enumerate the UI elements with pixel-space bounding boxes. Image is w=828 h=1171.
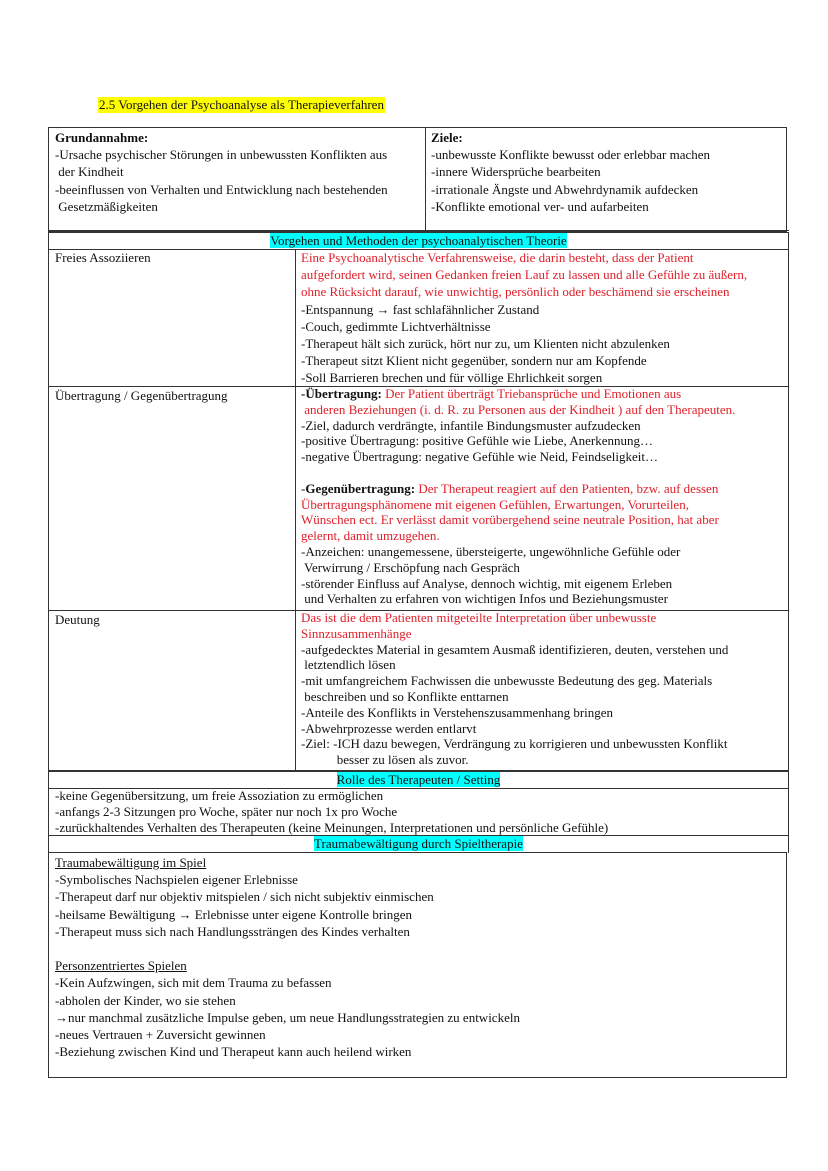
table-border-left [48,788,49,836]
line-text: -Symbolisches Nachspielen eigener Erlebnisse [55,872,298,888]
text-line [55,974,520,991]
bold-term: Ziele: [431,130,463,145]
line-text: -unbewusste Konflikte bewusst oder erlebbar machen [431,147,711,163]
line-text: -mit umfangreichem Fachwissen die unbewusste Bedeutung des geg. Materials [301,673,713,689]
text-line [301,610,728,626]
definition-text: Wünschen ect. Er verlässt damit vorübergehend seine neutrale Position, hat aber [301,512,719,528]
text-line [301,736,728,752]
line-text: -neues Vertrauen + Zuversicht gewinnen [55,1027,266,1043]
text-line [301,352,747,369]
text-line [301,512,735,528]
text-line [301,689,728,705]
text-line [301,721,728,737]
text-line [301,433,735,449]
subheading: Personzentriertes Spielen [55,958,187,974]
method-name-deutung: Deutung [55,612,100,627]
section-title: 2.5 Vorgehen der Psychoanalyse als Therapieverfahren [99,97,384,112]
text-line [301,249,747,266]
role-header-label: Rolle des Therapeuten / Setting [336,772,501,787]
line-text: -störender Einfluss auf Analyse, dennoch wichtig, mit eigenem Erleben [301,575,673,591]
text-line [431,163,710,180]
text-line [301,752,728,768]
text-line [55,804,608,820]
text-line [301,301,747,318]
row-divider [48,230,789,231]
line-text: -positive Übertragung: positive Gefühle wie Liebe, Anerkennung… [301,433,653,449]
text-line [301,673,728,689]
definition-text: anderen Beziehungen (i. d. R. zu Personen aus der Kindheit ) auf den Therapeuten. [301,401,736,417]
bold-term: Grundannahme: [55,130,149,145]
text-line [55,888,520,905]
text-line [431,129,710,146]
line-text: -irrationale Ängste und Abwehrdynamik aufdecken [431,181,699,197]
text-line [55,871,520,888]
text-line [301,266,747,283]
text-line [301,402,735,418]
role-content [50,787,613,837]
line-text: -Therapeut hält sich zurück, hört nur zu, um Klienten nicht abzulenken [301,336,670,352]
definition-text: Eine Psychoanalytische Verfahrensweise, die darin besteht, dass der Patient [301,250,694,265]
definition-text: Der Patient überträgt Triebansprüche und Emotionen aus [385,386,682,401]
bold-term: Gegenübertragung: [305,480,419,496]
table-border-right [788,788,789,836]
text-line [55,940,520,957]
text-line [55,1026,520,1043]
line-text: -Kein Aufzwingen, sich mit dem Trauma zu befassen [55,975,332,991]
line-text: -heilsame Bewältigung → Erlebnisse unter eigene Kontrolle bringen [55,906,413,922]
text-line [55,854,520,871]
line-text: der Kindheit [55,164,124,180]
text-line [301,591,735,607]
line-text: besser zu lösen als zuvor. [301,752,469,768]
text-line [301,465,735,481]
definition-text: Der Therapeut reagiert auf den Patienten, bzw. auf dessen [418,480,719,496]
table-border-left [48,249,49,771]
line-text: -keine Gegenübersitzung, um freie Assoziation zu ermöglichen [55,788,384,803]
line-text: -Anzeichen: unangemessene, übersteigerte, ungewöhnliche Gefühle oder [301,543,681,559]
line-text: - [301,480,306,496]
subheading: Traumabewältigung im Spiel [55,855,207,870]
method-desc-deutung [296,610,733,769]
text-line [55,146,388,163]
line-text: -Ziel: -ICH dazu bewegen, Verdrängung zu korrigieren und unbewussten Konflikt [301,736,728,752]
text-line [55,163,388,180]
line-text: und Verhalten zu erfahren von wichtigen Infos und Beziehungsmuster [301,591,668,607]
line-text: -innere Widersprüche bearbeiten [431,164,601,180]
text-line [55,181,388,198]
line-text: -Couch, gedimmte Lichtverhältnisse [301,318,491,334]
text-line [301,386,735,402]
play-content [50,853,525,1061]
text-line [301,449,735,465]
text-line [55,923,520,940]
text-line [301,560,735,576]
text-line [55,1043,520,1060]
line-text: -aufgedecktes Material in gesamtem Ausmaß identifizieren, deuten, verstehen und [301,641,729,657]
definition-text: ohne Rücksicht darauf, wie unwichtig, persönlich oder beschämend sie erscheinen [301,284,730,300]
text-line [301,642,728,658]
text-line [431,181,710,198]
line-text: -Ursache psychischer Störungen in unbewussten Konflikten aus [55,147,388,163]
line-text: -Soll Barrieren brechen und für völlige Ehrlichkeit sorgen [301,370,603,386]
text-line [301,283,747,300]
text-line [301,626,728,642]
definition-text: Übertragungsphänomene mit eigenen Gefühlen, Erwartungen, Vorurteilen, [301,496,689,512]
text-line [55,788,608,804]
line-text: -Anteile des Konflikts in Verstehenszusammenhang bringen [301,704,614,720]
definition-text: Das ist die dem Patienten mitgeteilte Interpretation über unbewusste [301,610,657,625]
line-text: -Entspannung → fast schlafähnlicher Zustand [301,301,540,317]
text-line [55,129,388,146]
text-line [301,369,747,386]
text-line [301,335,747,352]
line-text: -abholen der Kinder, wo sie stehen [55,992,236,1008]
line-text: -negative Übertragung: negative Gefühle wie Neid, Feindseligkeit… [301,449,659,465]
text-line [55,1009,520,1026]
text-line [55,992,520,1009]
text-line [431,198,710,215]
text-line [301,705,728,721]
line-text: letztendlich lösen [301,657,396,673]
line-text: -Therapeut darf nur objektiv mitspielen / sich nicht subjektiv einmischen [55,889,434,905]
text-line [301,481,735,497]
line-text: beschreiben und so Konflikte enttarnen [301,688,509,704]
line-text: -Konflikte emotional ver- und aufarbeiten [431,198,649,214]
text-line [301,318,747,335]
method-desc-uebertragung [296,386,740,608]
play-header [48,835,789,853]
line-text: -Therapeut sitzt Klient nicht gegenüber, sondern nur am Kopfende [301,353,647,369]
line-text: -Ziel, dadurch verdrängte, infantile Bindungsmuster aufzudecken [301,417,641,433]
text-line [301,544,735,560]
definition-text: gelernt, damit umzugehen. [301,528,440,544]
method-name-freies-assoziieren: Freies Assoziieren [55,250,151,265]
line-text: -Beziehung zwischen Kind und Therapeut kann auch heilend wirken [55,1044,412,1060]
line-text: -Therapeut muss sich nach Handlungssträngen des Kindes verhalten [55,923,410,939]
text-line [301,576,735,592]
line-text: -Abwehrprozesse werden entlarvt [301,720,477,736]
text-line [301,497,735,513]
method-desc-freies-assoziieren [296,248,752,388]
methods-header-label: Vorgehen und Methoden der psychoanalytischen Theorie [270,233,567,248]
text-line [55,198,388,215]
table-border-right [788,249,789,771]
line-text: →nur manchmal zusätzliche Impulse geben, um neue Handlungsstrategien zu entwickeln [55,1009,520,1025]
text-line [431,146,710,163]
text-line [55,906,520,923]
definition-text: aufgefordert wird, seinen Gedanken freien Lauf zu lassen und alle Gefühle zu äußern, [301,267,748,283]
method-name-uebertragung: Übertragung / Gegenübertragung [55,388,228,403]
line-text: -zurückhaltendes Verhalten des Therapeuten (keine Meinungen, Interpretationen und persönliche Gefühle) [55,820,609,835]
text-line [301,657,728,673]
bold-term: -Übertragung: [301,386,386,401]
text-line [301,418,735,434]
grundannahme-cell [50,128,393,216]
text-line [55,957,520,974]
definition-text: Sinnzusammenhänge [301,625,412,641]
line-text: -anfangs 2-3 Sitzungen pro Woche, später nur noch 1x pro Woche [55,804,398,819]
line-text: Gesetzmäßigkeiten [55,198,158,214]
line-text: -beeinflussen von Verhalten und Entwicklung nach bestehenden [55,181,388,197]
text-line [55,820,608,836]
play-header-label: Traumabewältigung durch Spieltherapie [314,836,523,851]
line-text: Verwirrung / Erschöpfung nach Gespräch [301,559,520,575]
text-line [301,528,735,544]
ziele-cell [426,128,715,216]
